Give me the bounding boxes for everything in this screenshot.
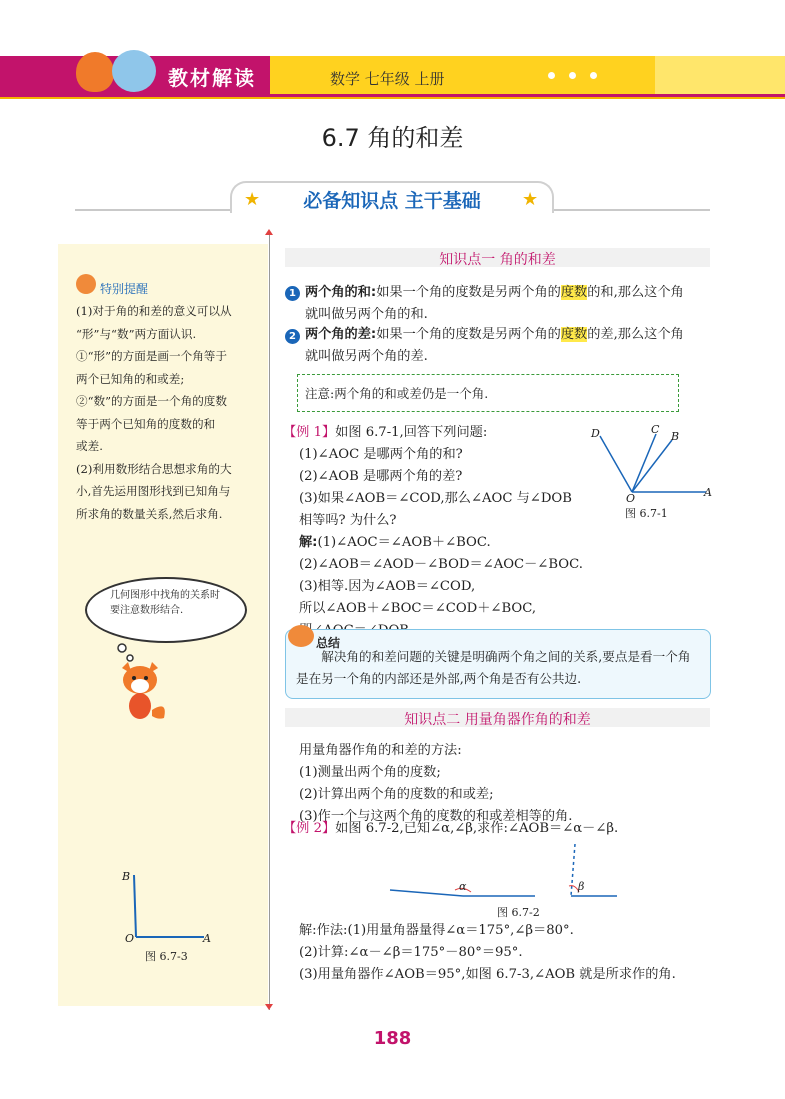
k1-item2-text-b: 的差,那么这个角	[587, 327, 684, 342]
fig3-caption: 图 6.7-3	[145, 950, 188, 963]
example2-label: 【例 2】	[283, 821, 336, 836]
example2-question	[283, 818, 703, 840]
mascot-summary-icon	[288, 625, 314, 647]
example1-q3: (3)如果∠AOB＝∠COD,那么∠AOC 与∠DOB	[299, 491, 572, 506]
k1-item2-term: 两个角的差:	[305, 327, 377, 342]
fig1-label-a: A	[704, 486, 712, 499]
k1-item1-text-b: 的和,那么这个角	[587, 285, 684, 300]
k1-item1-term: 两个角的和:	[305, 285, 377, 300]
page-number: 188	[373, 1028, 412, 1049]
k1-item2-highlight: 度数	[560, 327, 588, 342]
k2-method-step: (1)测量出两个角的度数;	[299, 765, 441, 780]
k1-item1	[305, 282, 715, 326]
fig1-label-d: D	[591, 427, 600, 440]
header-dots-icon	[548, 72, 598, 80]
fig1-label-o: O	[626, 492, 636, 505]
example2-solution	[299, 920, 709, 986]
example1-s2: (2)∠AOB＝∠AOD－∠BOD＝∠AOC－∠BOC.	[299, 557, 583, 572]
banner-title: 必备知识点 主干基础	[303, 190, 481, 212]
example2-s2: (2)计算:∠α－∠β＝175°－80°＝95°.	[299, 945, 523, 960]
header-subtitle: 数学 七年级 上册	[330, 70, 445, 88]
star-icon: ★	[522, 189, 539, 210]
item-number-badge: 2	[285, 329, 300, 344]
fig3-label-b: B	[122, 870, 131, 883]
k1-item1-text-c: 就叫做另两个角的和.	[305, 307, 428, 322]
fig3-label-a: A	[203, 932, 211, 945]
arrow-down-icon	[265, 1004, 273, 1010]
example1-q2: (2)∠AOB 是哪两个角的差?	[299, 469, 463, 484]
example2-s1: 解:作法:(1)用量角器量得∠α＝175°,∠β＝80°.	[299, 923, 574, 938]
elephant-mascot-icon	[112, 50, 156, 92]
k2-method-step: (3)作一个与这两个角的度数的和或差相等的角.	[299, 809, 573, 824]
fox-character-icon	[112, 640, 170, 722]
fig2-caption: 图 6.7-2	[497, 906, 540, 919]
header-band-accent	[655, 56, 785, 94]
tip-line: ②“数”的方面是一个角的度数	[76, 394, 227, 408]
example1	[283, 422, 613, 642]
tip-label: 特别提醒	[100, 282, 149, 296]
example1-q1: (1)∠AOC 是哪两个角的和?	[299, 447, 463, 462]
header-title: 教材解读	[168, 66, 256, 90]
tip-line: ①“形”的方面是画一个角等于	[76, 349, 227, 363]
column-divider	[269, 232, 270, 1010]
tip-line: 等于两个已知角的度数的和	[76, 416, 216, 431]
k2-method	[299, 740, 699, 828]
example1-q3b: 相等吗? 为什么?	[299, 513, 397, 528]
k1-item2-text-c: 就叫做另两个角的差.	[305, 349, 428, 364]
tip-line: 所求角的数量关系,然后求角.	[76, 506, 223, 521]
summary-text: 解决角的和差问题的关键是明确两个角之间的关系,要点是看一个角是在另一个角的内部还是外部,两个角是否有公共边.	[296, 649, 691, 686]
tip-line: 两个已知角的和或差;	[76, 371, 185, 386]
k2-header: 知识点二 用量角器作角的和差	[404, 712, 591, 728]
example2-text: 如图 6.7-2,已知∠α,∠β,求作:∠AOB＝∠α－∠β.	[335, 821, 619, 836]
k1-header: 知识点一 角的和差	[439, 252, 556, 268]
k2-method-step: (2)计算出两个角的度数的和或差;	[299, 787, 494, 802]
item-number-badge: 1	[285, 286, 300, 301]
example2-s3: (3)用量角器作∠AOB＝95°,如图 6.7-3,∠AOB 就是所求作的角.	[299, 967, 676, 982]
k1-item2	[305, 324, 715, 368]
k1-item2-text: 如果一个角的度数是另两个角的	[376, 327, 561, 342]
mascot-tip-icon	[76, 274, 96, 294]
k1-item1-highlight: 度数	[560, 285, 588, 300]
k1-item1-text: 如果一个角的度数是另两个角的	[376, 285, 561, 300]
tip-line: 小,首先运用图形找到已知角与	[76, 484, 231, 498]
tip-line: (2)利用数形结合思想求角的大	[76, 461, 232, 476]
k2-method-intro: 用量角器作角的和差的方法:	[299, 743, 462, 758]
header-rule-accent	[0, 97, 785, 99]
example1-intro: 如图 6.7-1,回答下列问题:	[335, 425, 488, 440]
note-text: 注意:两个角的和或差仍是一个角.	[305, 386, 489, 401]
tip-line: “形”与“数”两方面认识.	[76, 326, 197, 341]
tip-text	[76, 300, 262, 525]
thought-bubble-text: 几何图形中找角的关系时要注意数形结合.	[110, 590, 220, 616]
fox-mascot-icon	[76, 52, 114, 92]
fig1-label-b: B	[671, 430, 680, 443]
tip-line: 或差.	[76, 439, 103, 453]
solution-label: 解:	[299, 535, 318, 550]
figure-6-7-3	[120, 865, 220, 960]
tip-line: (1)对于角的和差的意义可以从	[76, 304, 232, 318]
fig1-label-c: C	[651, 423, 660, 436]
section-title: 6.7 角的和差	[321, 124, 464, 152]
arrow-up-icon	[265, 229, 273, 235]
example1-label: 【例 1】	[283, 425, 336, 440]
star-icon: ★	[244, 189, 261, 210]
example1-s1: (1)∠AOC＝∠AOB＋∠BOC.	[317, 535, 491, 550]
fig2-label-alpha: α	[459, 880, 467, 893]
summary-title: 总结	[316, 636, 341, 650]
fig3-label-o: O	[125, 932, 135, 945]
figure-6-7-2	[385, 840, 625, 902]
fig1-caption: 图 6.7-1	[625, 507, 668, 520]
fig2-label-beta: β	[578, 880, 585, 893]
example1-s3: (3)相等.因为∠AOB＝∠COD,	[299, 579, 476, 594]
example1-s4: 所以∠AOB＋∠BOC＝∠COD＋∠BOC,	[299, 601, 537, 616]
